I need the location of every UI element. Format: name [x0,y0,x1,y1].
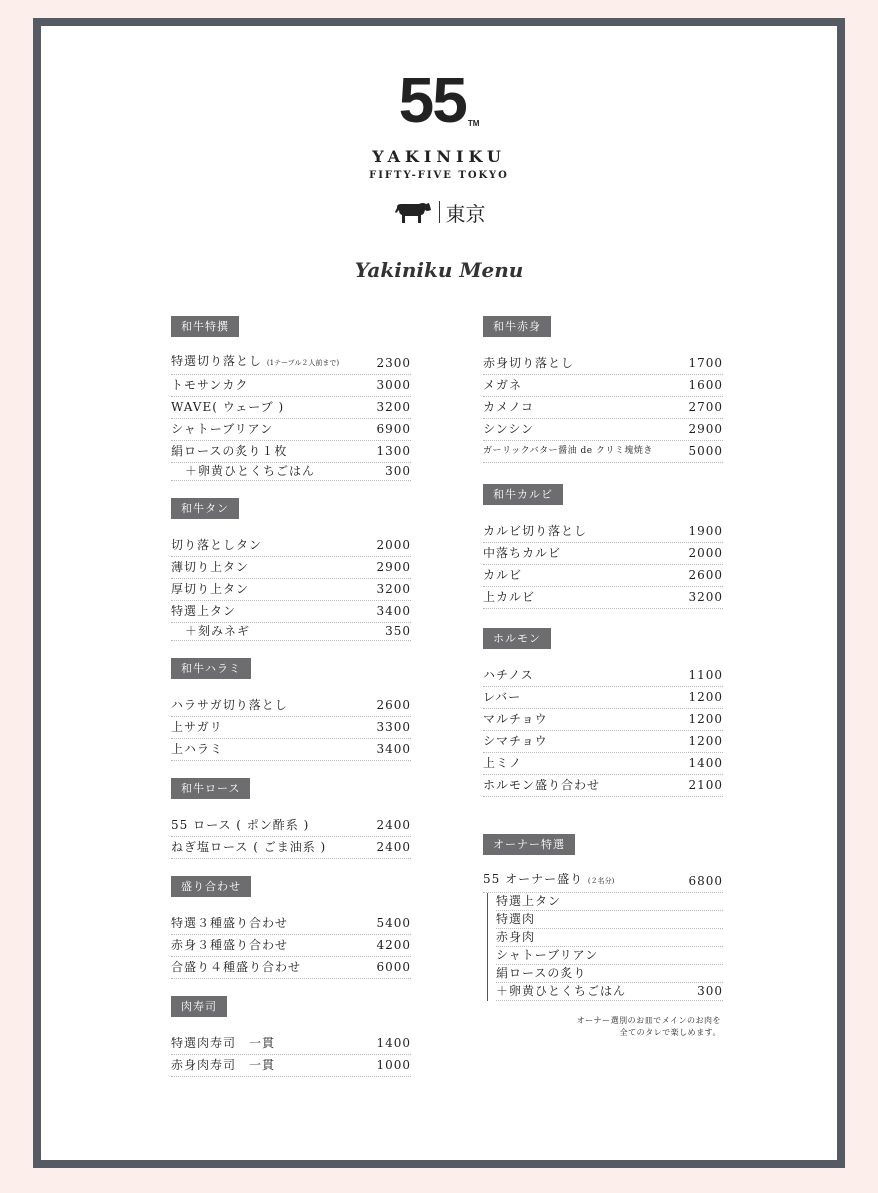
menu-item: カルビ 2600 [483,565,723,587]
item-price: 1400 [376,1036,411,1050]
item-price: 6900 [376,422,411,436]
item-price: 2100 [688,778,723,792]
category-label: 盛り合わせ [171,876,251,897]
item-price: 1200 [688,690,723,704]
trademark: TM [467,119,480,128]
menu-item: 赤身切り落とし 1700 [483,353,723,375]
owner-footnote [483,1015,723,1039]
menu-item: 55 ロース ( ポン酢系 ) 2400 [171,815,411,837]
menu-item: WAVE( ウェーブ ) 3200 [171,397,411,419]
item-price: 2400 [376,840,411,854]
section-owner [483,833,723,1039]
menu-item: カルビ切り落とし 1900 [483,521,723,543]
section-wagyu-harami [171,657,411,761]
menu-item: 赤身３種盛り合わせ 4200 [171,935,411,957]
menu-item: シマチョウ 1200 [483,731,723,753]
menu-item: 薄切り上タン 2900 [171,557,411,579]
section-wagyu-tan [171,497,411,641]
menu-column-left [171,315,411,1077]
menu-item: 厚切り上タン 3200 [171,579,411,601]
logo-divider [439,201,440,223]
menu-item: トモサンカク 3000 [171,375,411,397]
menu-title: Yakiniku Menu [354,258,524,282]
item-price: 300 [697,984,723,998]
menu-item: 切り落としタン 2000 [171,535,411,557]
menu-item: 特選３種盛り合わせ 5400 [171,913,411,935]
item-price: 6000 [376,960,411,974]
menu-item: 上サガリ 3300 [171,717,411,739]
item-price: 2900 [688,422,723,436]
menu-item: 赤身肉寿司 一貫 1000 [171,1055,411,1077]
footnote-line-2: 全てのタレで楽しめます。 [619,1028,721,1037]
item-price: 350 [385,624,411,638]
item-price: 300 [385,464,411,478]
footnote-line-1: オーナー選別のお皿でメインのお肉を [576,1016,721,1025]
item-price: 1100 [688,668,723,682]
logo-tokyo-text: 東京 [445,201,486,226]
section-moriawase [171,875,411,979]
section-nikuzushi [171,995,411,1077]
menu-column-right [483,315,723,1039]
menu-item: 上ハラミ 3400 [171,739,411,761]
item-price: 1900 [688,524,723,538]
item-price: 3200 [688,590,723,604]
menu-item: 特選切り落とし (1テーブル２人前まで) 2300 [171,353,411,375]
menu-item: ハラサガ切り落とし 2600 [171,695,411,717]
item-price: 3300 [376,720,411,734]
section-horumon [483,627,723,797]
menu-item: 中落ちカルビ 2000 [483,543,723,565]
menu-item: ハチノス 1100 [483,665,723,687]
menu-item: ガーリックバター醤油 de クリミ塊焼き 5000 [483,441,723,463]
category-label: 和牛特撰 [171,316,239,337]
category-label: ホルモン [483,628,551,649]
owner-sub-list [487,893,723,1001]
logo-number: 55 TM [398,64,480,136]
category-label: 和牛カルビ [483,484,563,505]
menu-sub-item: ＋刻みネギ 350 [171,623,411,641]
item-price: 1200 [688,734,723,748]
section-wagyu-rosu [171,777,411,859]
category-label: 和牛赤身 [483,316,551,337]
category-label: 肉寿司 [171,996,227,1017]
item-price: 2300 [376,356,411,370]
item-price: 6800 [688,874,723,888]
item-price: 2600 [376,698,411,712]
item-price: 3400 [376,604,411,618]
menu-sub-item: シャトーブリアン [496,947,723,965]
logo-subtitle: FIFTY-FIVE TOKYO [369,170,509,181]
item-price: 3400 [376,742,411,756]
item-price: 2400 [376,818,411,832]
item-note: (1テーブル２人前まで) [266,359,340,367]
section-wagyu-tokusen [171,315,411,481]
category-label: オーナー特選 [483,834,575,855]
section-wagyu-karubi [483,483,723,609]
item-price: 1700 [688,356,723,370]
item-price: 4200 [376,938,411,952]
item-price: 1000 [376,1058,411,1072]
category-label: 和牛タン [171,498,239,519]
item-price: 3200 [376,582,411,596]
menu-item: レバー 1200 [483,687,723,709]
menu-item: カメノコ 2700 [483,397,723,419]
item-price: 5000 [688,444,723,458]
menu-item: シャトーブリアン 6900 [171,419,411,441]
menu-item: 上カルビ 3200 [483,587,723,609]
item-price: 3000 [376,378,411,392]
menu-item: 特選肉寿司 一貫 1400 [171,1033,411,1055]
menu-sub-item: ＋卵黄ひとくちごはん 300 [171,463,411,481]
menu-sub-item: 特選肉 [496,911,723,929]
category-label: 和牛ハラミ [171,658,251,679]
menu-item: ホルモン盛り合わせ 2100 [483,775,723,797]
item-price: 1200 [688,712,723,726]
menu-sub-item: 赤身肉 [496,929,723,947]
item-price: 1600 [688,378,723,392]
section-wagyu-akami [483,315,723,463]
menu-sub-item: ＋卵黄ひとくちごはん 300 [496,983,723,1001]
menu-item: 上ミノ 1400 [483,753,723,775]
menu-item: 絹ロースの炙り１枚 1300 [171,441,411,463]
item-price: 5400 [376,916,411,930]
item-price: 1300 [376,444,411,458]
item-note: (２名分) [587,877,615,885]
menu-item: シンシン 2900 [483,419,723,441]
logo-tokyo-row [0,198,878,226]
item-price: 2000 [688,546,723,560]
menu-sub-item: 特選上タン [496,893,723,911]
menu-item: マルチョウ 1200 [483,709,723,731]
cow-icon [393,199,433,225]
category-label: 和牛ロース [171,778,250,799]
item-price: 1400 [688,756,723,770]
item-price: 2900 [376,560,411,574]
menu-item: 合盛り４種盛り合わせ 6000 [171,957,411,979]
item-price: 2600 [688,568,723,582]
logo-name: YAKINIKU [372,147,506,166]
item-price: 2000 [376,538,411,552]
item-price: 2700 [688,400,723,414]
menu-sub-item: 絹ロースの炙り [496,965,723,983]
menu-item: ねぎ塩ロース ( ごま油系 ) 2400 [171,837,411,859]
menu-item: 特選上タン 3400 [171,601,411,623]
item-price: 3200 [376,400,411,414]
menu-item: 55 オーナー盛り (２名分) 6800 [483,871,723,893]
menu-item: メガネ 1600 [483,375,723,397]
